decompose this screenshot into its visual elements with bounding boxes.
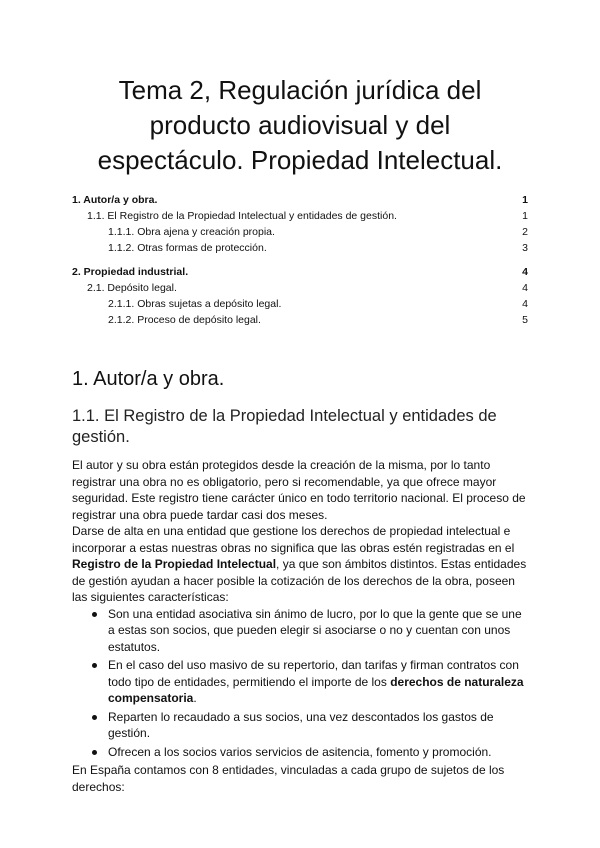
bullet-icon	[92, 663, 97, 668]
toc-entry-text: 2. Propiedad industrial.	[72, 266, 189, 278]
title-line: Tema 2, Regulación jurídica del	[118, 75, 482, 105]
paragraph-text: , ya que son ámbitos distintos. Estas entidades de gestión ayudan a hacer posible la cotización de los derechos de la obra, poseen las siguientes características:	[72, 557, 527, 604]
toc-entry-text: 1.1.1. Obra ajena y creación propia.	[108, 226, 275, 238]
toc-entry[interactable]	[72, 208, 528, 224]
paragraph	[72, 523, 528, 606]
toc-entry[interactable]	[72, 296, 528, 312]
bullet-icon	[92, 612, 97, 617]
title-line: espectáculo. Propiedad Intelectual.	[97, 145, 503, 175]
toc-page-number: 5	[522, 314, 528, 326]
bold-term: Registro de la Propiedad Intelectual	[72, 557, 277, 571]
toc-entry-text: 2.1. Depósito legal.	[87, 282, 177, 294]
toc-page-number: 4	[522, 282, 528, 294]
section-body	[72, 457, 528, 795]
list-item-text: Ofrecen a los socios varios servicios de asitencia, fomento y promoción.	[108, 744, 492, 759]
toc-page-number: 4	[522, 266, 528, 278]
toc-entry-text: 1. Autor/a y obra.	[72, 194, 158, 206]
list-item-text: En el caso del uso masivo de su repertorio, dan tarifas y firman contratos con todo tipo de entidades, permitiendo el importe de los	[108, 658, 519, 689]
toc-entry-text: 2.1.2. Proceso de depósito legal.	[108, 314, 261, 326]
list-item-text: Reparten lo recaudado a sus socios, una vez descontados los gastos de gestión.	[108, 709, 494, 740]
toc-entry-text: 1.1. El Registro de la Propiedad Intelectual y entidades de gestión.	[87, 210, 397, 222]
toc-entry[interactable]	[72, 264, 528, 280]
paragraph: El autor y su obra están protegidos desde la creación de la misma, por lo tanto registrar una obra no es obligatorio, pero si recomendable, ya que ofrece mayor seguridad. Este registro tiene carácter único en todo territorio nacional. El proceso de registrar una obra puede tardar casi dos meses.	[72, 458, 526, 522]
list-item-text: Son una entidad asociativa sin ánimo de lucro, por lo que la gente que se une a estas son socios, que pueden elegir si asociarse o no y cuentan con unos estatutos.	[108, 606, 522, 654]
bold-term: derechos de naturaleza compensatoria	[108, 674, 524, 705]
toc-page-number: 1	[522, 194, 528, 206]
paragraph: En España contamos con 8 entidades, vinculadas a cada grupo de sujetos de los derechos:	[72, 763, 505, 794]
toc-page-number: 1	[522, 210, 528, 222]
toc-page-number: 2	[522, 226, 528, 238]
title-line: producto audiovisual y del	[149, 110, 451, 140]
toc-entry-text: 1.1.2. Otras formas de protección.	[108, 242, 267, 254]
toc-entry[interactable]	[72, 312, 528, 328]
list-item	[88, 744, 528, 761]
toc-entry[interactable]	[72, 224, 528, 240]
list-item	[88, 606, 528, 656]
document-title	[72, 0, 528, 178]
toc-entry[interactable]	[72, 280, 528, 296]
list-item	[88, 657, 528, 707]
toc-page-number: 3	[522, 242, 528, 254]
bullet-list	[72, 606, 528, 761]
paragraph-text: Darse de alta en una entidad que gestione los derechos de propiedad intelectual e incorporar a estas nuestras obras no significa que las obras estén registradas en el	[72, 524, 515, 555]
bullet-icon	[92, 750, 97, 755]
table-of-contents	[72, 192, 528, 328]
toc-page-number: 4	[522, 298, 528, 310]
toc-entry[interactable]	[72, 192, 528, 208]
toc-spacer	[72, 256, 528, 264]
section-heading: 1. Autor/a y obra.	[72, 368, 225, 390]
list-item-text: .	[193, 691, 197, 705]
toc-entry-text: 2.1.1. Obras sujetas a depósito legal.	[108, 298, 282, 310]
list-item	[88, 709, 528, 742]
subsection-heading: 1.1. El Registro de la Propiedad Intelectual y entidades de gestión.	[72, 407, 497, 446]
bullet-icon	[92, 715, 97, 720]
toc-entry[interactable]	[72, 240, 528, 256]
